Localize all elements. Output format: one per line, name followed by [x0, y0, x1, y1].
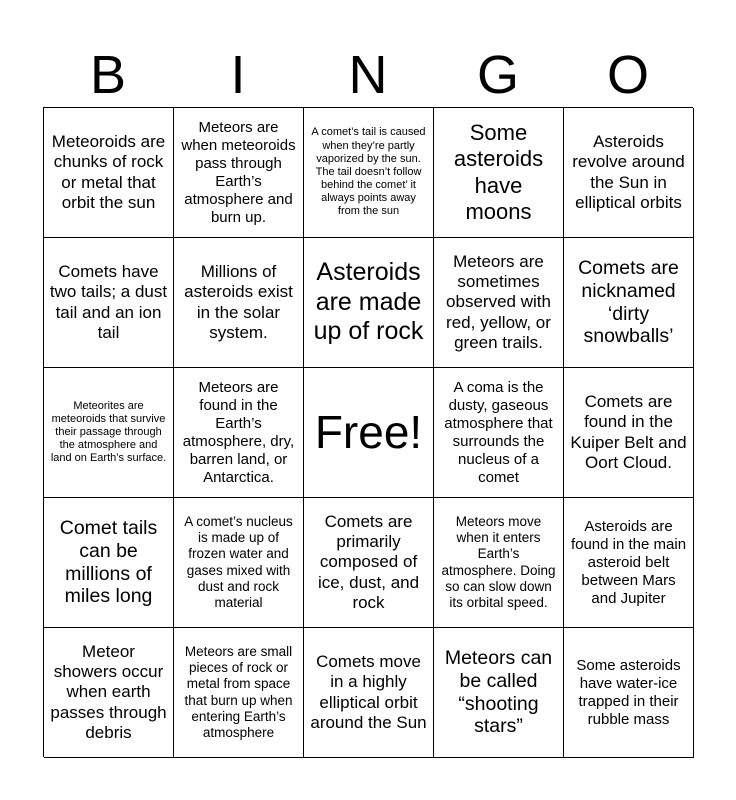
bingo-cell[interactable]: [304, 628, 434, 758]
bingo-cell[interactable]: [304, 238, 434, 368]
bingo-cell[interactable]: [434, 628, 564, 758]
bingo-cell[interactable]: [434, 498, 564, 628]
bingo-cell[interactable]: [174, 238, 304, 368]
bingo-cell[interactable]: [44, 108, 174, 238]
bingo-cell[interactable]: [174, 628, 304, 758]
header-letter-n: N: [348, 45, 388, 105]
bingo-cell[interactable]: [304, 498, 434, 628]
bingo-cell-text: Meteors are sometimes observed with red, yellow, or green trails.: [446, 251, 551, 353]
bingo-cell-text: Meteors are when meteoroids pass through Earth’s atmosphere and burn up.: [181, 118, 296, 226]
bingo-cell[interactable]: [564, 368, 694, 498]
bingo-cell[interactable]: [44, 368, 174, 498]
bingo-cell[interactable]: [174, 368, 304, 498]
bingo-cell-text: Comets move in a highly elliptical orbit around the Sun: [310, 651, 427, 732]
bingo-header: [43, 42, 693, 108]
bingo-cell[interactable]: [174, 108, 304, 238]
bingo-cell-text: Comets are found in the Kuiper Belt and Oort Cloud.: [570, 391, 687, 472]
bingo-cell[interactable]: [44, 498, 174, 628]
bingo-cell-text: Comets are nicknamed ‘dirty snowballs’: [578, 257, 679, 348]
free-space-text: Free!: [314, 405, 423, 458]
bingo-cell-text: Meteors are found in the Earth’s atmosphere, dry, barren land, or Antarctica.: [182, 378, 295, 486]
bingo-cell-text: Comet tails can be millions of miles long: [59, 517, 158, 608]
bingo-cell-text: A comet’s nucleus is made up of frozen water and gases mixed with dust and rock material: [184, 513, 293, 610]
bingo-cell-text: Comets are primarily composed of ice, dust, and rock: [317, 511, 420, 613]
bingo-cell[interactable]: [564, 108, 694, 238]
bingo-cell[interactable]: [174, 498, 304, 628]
bingo-cell[interactable]: [44, 238, 174, 368]
bingo-cell-text: A coma is the dusty, gaseous atmosphere that surrounds the nucleus of a comet: [444, 378, 553, 486]
bingo-cell-text: Meteors are small pieces of rock or metal from space that burn up when entering Earth’s atmosphere: [184, 643, 293, 740]
bingo-cell-text: Asteroids are made up of rock: [313, 258, 424, 346]
bingo-cell-text: Comets have two tails; a dust tail and an ion tail: [49, 261, 168, 342]
bingo-cell-text: Meteor showers occur when earth passes through debris: [50, 641, 167, 743]
bingo-cell[interactable]: [434, 238, 564, 368]
bingo-cell[interactable]: [304, 108, 434, 238]
bingo-cell[interactable]: [564, 238, 694, 368]
bingo-cell-text: Asteroids revolve around the Sun in elliptical orbits: [572, 131, 685, 212]
bingo-cell[interactable]: [564, 498, 694, 628]
bingo-cell-text: Meteoroids are chunks of rock or metal that orbit the sun: [51, 131, 166, 212]
header-letter-b: B: [89, 45, 127, 105]
bingo-cell-text: Some asteroids have moons: [453, 119, 544, 224]
bingo-cell-text: Meteors can be called “shooting stars”: [444, 647, 553, 738]
bingo-card-grid: [43, 107, 693, 757]
bingo-cell-text: Some asteroids have water-ice trapped in their rubble mass: [576, 656, 681, 728]
bingo-cell[interactable]: [44, 628, 174, 758]
bingo-cell-text: Meteors move when it enters Earth’s atmosphere. Doing so can slow down its orbital speed.: [441, 513, 556, 610]
bingo-cell[interactable]: [434, 108, 564, 238]
bingo-cell[interactable]: [564, 628, 694, 758]
bingo-cell-text: Asteroids are found in the main asteroid belt between Mars and Jupiter: [570, 517, 687, 607]
free-space-cell[interactable]: [304, 368, 434, 498]
bingo-cell-text: A comet’s tail is caused when they’re partly vaporized by the sun. The tail doesn’t follow behind the comet’ it always points away from the sun: [311, 126, 426, 218]
header-letter-o: O: [606, 45, 649, 105]
header-letter-g: G: [476, 45, 519, 105]
bingo-cell-text: Meteorites are meteoroids that survive their passage through the atmosphere and land on Earth’s surface.: [50, 399, 167, 465]
header-letter-i: I: [230, 45, 246, 105]
bingo-cell[interactable]: [434, 368, 564, 498]
bingo-cell-text: Millions of asteroids exist in the solar system.: [184, 261, 293, 342]
